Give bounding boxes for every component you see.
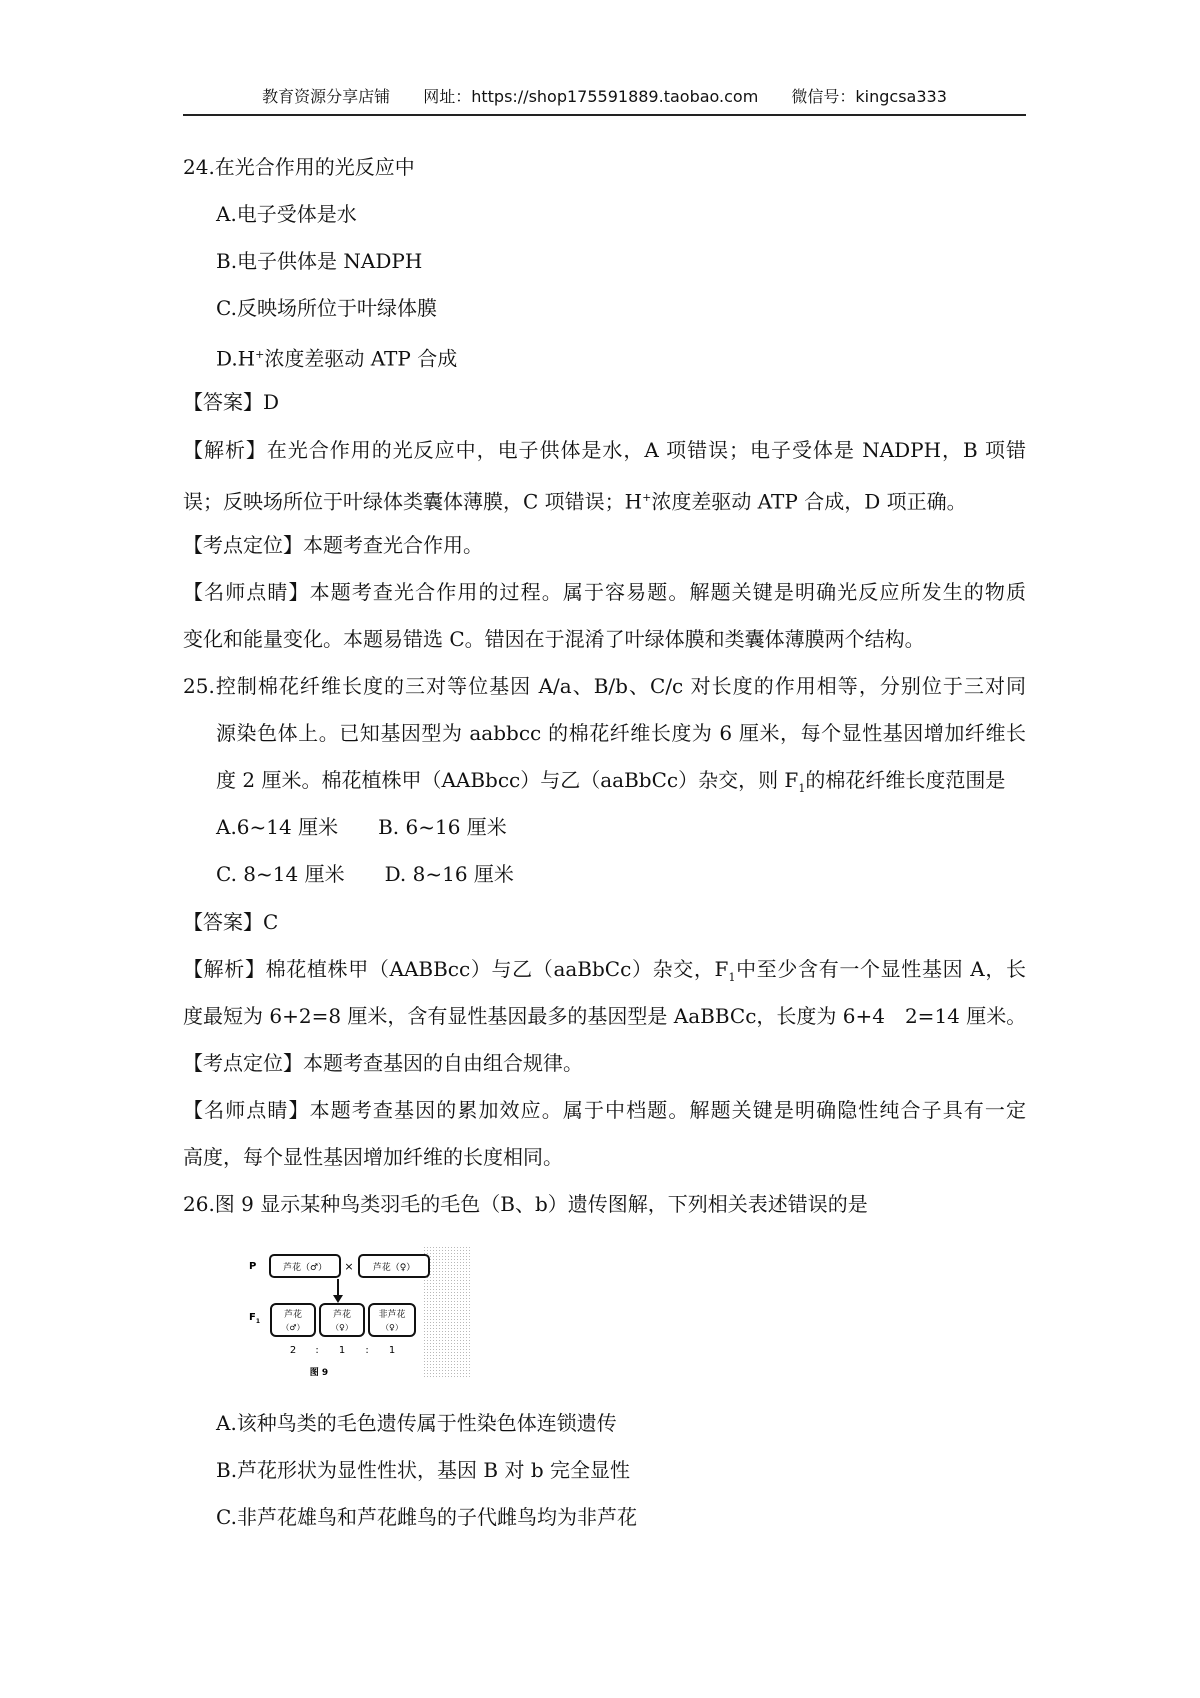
q24-option-a: A.电子受体是水 — [216, 202, 357, 226]
q24-option-b: B.电子供体是 NADPH — [216, 249, 423, 273]
q25-analysis-line2: 度最短为 6+2=8 厘米，含有显性基因最多的基因型是 AaBBCc，长度为 6+4 2=14 厘米。 — [183, 1004, 1027, 1028]
f1-box-2 — [320, 1304, 364, 1336]
ratio-2: 2 — [289, 1345, 297, 1356]
q25-options-ab: A.6~14 厘米 B. 6~16 厘米 — [216, 815, 507, 839]
svg-text:芦花: 芦花 — [332, 1310, 352, 1320]
q26-option-a: A.该种鸟类的毛色遗传属于性染色体连锁遗传 — [216, 1411, 617, 1435]
q25-stem-line1: 25.控制棉花纤维长度的三对等位基因 A/a、B/b、C/c 对长度的作用相等，分别位于三对同 — [183, 674, 1026, 698]
q25-knowledge-point: 【考点定位】本题考查基因的自由组合规律。 — [183, 1051, 583, 1075]
q25-stem-line3: 度 2 厘米。棉花植株甲（AABbcc）与乙（aaBbCc）杂交，则 $F_1$的棉花纤维长度范围是 — [216, 768, 1006, 795]
q24-answer: 【答案】D — [183, 390, 280, 414]
figure-caption: 图 9 — [309, 1368, 329, 1378]
p-label: P — [249, 1261, 257, 1272]
q26-option-b: B.芦花形状为显性性状，基因 B 对 b 完全显性 — [216, 1458, 630, 1482]
f1-box-1 — [271, 1304, 315, 1336]
f1-box-3 — [369, 1304, 415, 1336]
q24-stem: 24.在光合作用的光反应中 — [183, 155, 415, 179]
svg-text:（♂）: （♂） — [281, 1323, 305, 1332]
ratio-1b: 1 — [388, 1345, 396, 1356]
q25-analysis-line1: 【解析】棉花植株甲（AABBcc）与乙（aaBbCc）杂交，$F_1$中至少含有一个显性基因 A，长 — [183, 957, 1026, 984]
q24-tip-line1: 【名师点睛】本题考查光合作用的过程。属于容易题。解题关键是明确光反应所发生的物质 — [183, 580, 1026, 604]
f1-label: $F_1$ — [249, 1312, 261, 1325]
page-header — [183, 80, 1026, 116]
cross-symbol: × — [344, 1260, 354, 1273]
q24-analysis-line2: 误；反映场所位于叶绿体类囊体薄膜，C 项错误；H+浓度差驱动 ATP 合成，D 项正确。 — [183, 489, 967, 514]
ratio-1a: 1 — [338, 1345, 346, 1356]
inheritance-diagram-svg — [247, 1247, 470, 1387]
q26-stem: 26.图 9 显示某种鸟类羽毛的毛色（B、b）遗传图解，下列相关表述错误的是 — [183, 1192, 868, 1216]
p-right-label: 芦花（♀） — [372, 1263, 416, 1273]
q24-tip-line2: 变化和能量变化。本题易错选 C。错因在于混淆了叶绿体膜和类囊体薄膜两个结构。 — [183, 627, 925, 651]
ratio-colon-2: : — [365, 1345, 369, 1356]
header-shop: 教育资源分享店铺 — [262, 87, 391, 106]
q25-tip-line2: 高度，每个显性基因增加纤维的长度相同。 — [183, 1145, 563, 1169]
q25-answer: 【答案】C — [183, 910, 279, 934]
svg-text:非芦花: 非芦花 — [378, 1310, 406, 1320]
q26-option-c: C.非芦花雄鸟和芦花雌鸟的子代雌鸟均为非芦花 — [216, 1505, 637, 1529]
q24-knowledge-point: 【考点定位】本题考查光合作用。 — [183, 533, 483, 557]
q24-analysis-line1: 【解析】在光合作用的光反应中，电子供体是水，A 项错误；电子受体是 NADPH，B 项错 — [183, 438, 1026, 462]
arrow-head — [333, 1295, 343, 1303]
q24-option-c: C.反映场所位于叶绿体膜 — [216, 296, 437, 320]
header-wechat: 微信号：kingcsa333 — [791, 87, 947, 106]
q25-options-cd: C. 8~14 厘米 D. 8~16 厘米 — [216, 862, 514, 886]
q25-stem-line2: 源染色体上。已知基因型为 aabbcc 的棉花纤维长度为 6 厘米，每个显性基因增加纤维长 — [216, 721, 1026, 745]
svg-text:（♀）: （♀） — [381, 1323, 403, 1332]
ratio-colon-1: : — [315, 1345, 319, 1356]
p-left-label: 芦花（♂） — [282, 1263, 328, 1273]
svg-text:（♀）: （♀） — [331, 1323, 353, 1332]
q25-tip-line1: 【名师点睛】本题考查基因的累加效应。属于中档题。解题关键是明确隐性纯合子具有一定 — [183, 1098, 1026, 1122]
q24-option-d: D.H+浓度差驱动 ATP 合成 — [216, 346, 458, 371]
header-site: 网址：https://shop175591889.taobao.com — [423, 87, 759, 106]
svg-text:芦花: 芦花 — [283, 1310, 303, 1320]
figure-9-inheritance-diagram — [247, 1247, 470, 1387]
